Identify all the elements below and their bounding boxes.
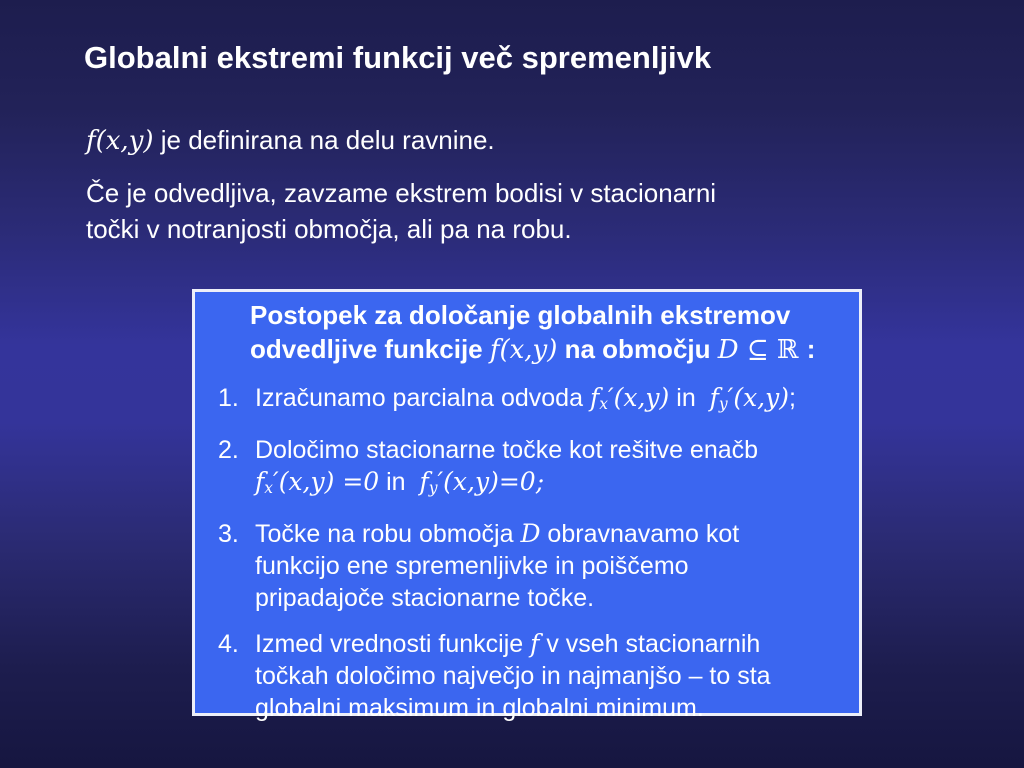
text-line [255,628,859,660]
text-line [255,466,859,504]
math-text: y [718,394,728,413]
text-segment: Izmed vrednosti funkcije [255,629,531,658]
text-segment: je definirana na delu ravnine. [153,125,495,155]
text-line [86,211,716,247]
item-text [255,628,859,724]
item-text [255,434,859,504]
text-segment: pripadajoče stacionarne točke. [255,583,595,612]
math-text: ′(x,y) [727,383,789,412]
item-text [255,382,859,420]
intro-paragraph-2 [86,175,716,247]
math-text: f [530,628,540,658]
text-segment: odvedljive funkcije [250,334,490,364]
slide-title: Globalni ekstremi funkcij več spremenljivk [84,40,712,75]
text-line [255,382,859,420]
item-number: 4. [218,629,239,658]
math-text: ′(x,y)=0; [437,466,545,496]
math-text: ′(x,y) [607,383,670,412]
list-item [195,628,859,724]
text-line [255,518,859,550]
text-line [86,122,716,159]
intro-paragraph-1 [86,122,716,159]
text-segment: Določimo stacionarne točke kot rešitve enačb [255,435,759,464]
list-item [195,518,859,614]
text-line [255,582,859,614]
math-text: f [419,466,429,496]
math-text: ⊆ ℝ [738,335,807,365]
math-text: x [599,394,608,413]
text-segment: točkah določimo največjo in najmanjšo – to sta [255,661,771,690]
text-line [255,692,859,724]
text-segment: Postopek za določanje globalnih ekstremov [250,300,791,330]
text-segment: in [379,467,420,496]
item-number: 2. [218,435,239,464]
text-segment: Če je odvedljiva, zavzame ekstrem bodisi v stacionarni [86,178,717,208]
text-line [255,434,859,466]
item-number: 3. [218,519,239,548]
text-segment: točki v notranjosti območja, ali pa na robu. [86,214,572,244]
list-item [195,382,859,420]
math-text: f(x,y) [489,335,558,365]
text-segment: Točke na robu območja [255,519,521,548]
text-line [86,175,716,211]
math-text: D [520,518,541,548]
math-text: x [264,478,274,497]
text-segment: na območju [557,334,718,364]
procedure-box-header [250,298,859,367]
item-number: 1. [218,384,239,412]
text-segment: v vseh stacionarnih [539,629,761,658]
text-line [255,550,859,582]
procedure-box [192,289,862,722]
math-text: f [589,383,600,412]
text-segment: in [669,384,710,412]
math-text: y [428,478,438,497]
text-segment: globalni maksimum in globalni minimum. [255,693,704,722]
text-segment: Izračunamo parcialna odvoda [255,384,590,412]
math-text: f [709,383,719,412]
text-segment: : [806,334,816,364]
procedure-list [195,382,859,724]
list-item [195,434,859,504]
math-text: f(x,y) [86,126,154,156]
math-text: f [255,466,265,496]
item-text [255,518,859,614]
text-line [250,298,859,332]
text-line [255,660,859,692]
text-line [250,332,859,367]
math-text: D [717,335,739,365]
text-segment: ; [789,384,796,412]
text-segment: funkcijo ene spremenljivke in poiščemo [255,551,689,580]
math-text: ′(x,y) =0 [273,466,380,496]
intro-text [86,122,716,247]
text-segment: obravnavamo kot [540,519,740,548]
